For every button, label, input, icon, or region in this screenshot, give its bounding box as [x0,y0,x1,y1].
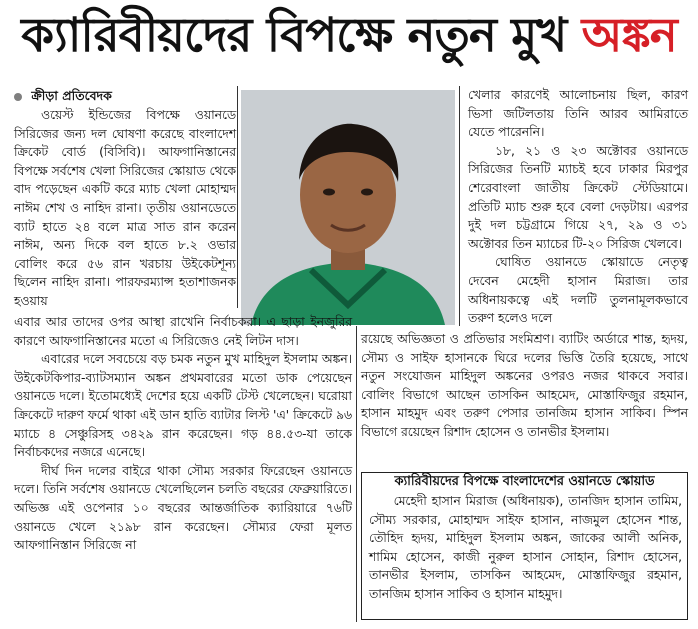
paragraph-3-tail: খেলার কারণেই আলোচনায় ছিল, কারণ ভিসা জটিলতায় তিনি আরব আমিরাতে যেতে পারেননি। [468,88,688,140]
bullet-icon [14,93,22,101]
column-left-top [14,106,236,311]
headline-main: ক্যারিবীয়দের বিপক্ষে নতুন মুখ [21,8,567,63]
headline-accent: অঙ্কন [581,8,677,63]
headline [0,0,698,72]
byline [14,88,112,108]
player-portrait-icon [241,90,455,325]
paragraph-1-tail: এবার আর তাদের ওপর আস্থা রাখেনি নির্বাচকরা। এ ছাড়া ইনজুরির কারণে আফগানিস্তানের মতো এ সিরিজেও নেই লিটন দাস। [14,315,352,348]
player-photo [241,90,455,325]
paragraph-2: এবারের দলে সবচেয়ে বড় চমক নতুন মুখ মাহিদুল ইসলাম অঙ্কন। উইকেটকিপার-ব্যাটসম্যান অঙ্কন প্রথমবারের মতো ডাক পেয়েছেন ওয়ানডে দলে। ইতোমধ্যেই দেশের হয়ে একটি টেস্ট খেলেছেন। ঘরোয়া ক্রিকেটে দারুণ ফর্মে থাকা এই ডান হাতি ব্যাটার লিস্ট 'এ' ক্রিকেটে ৯৬ ম্যাচে ৪ সেঞ্চুরিসহ ৩৪২৯ রান করেছেন। গড় ৪৪.৫৩-যা তাকে নির্বাচকদের নজরে এনেছে। [14,352,352,460]
paragraph-4: ১৮, ২১ ও ২৩ অক্টোবর ওয়ানডে সিরিজের তিনটি ম্যাচই হবে ঢাকার মিরপুর শেরেবাংলা জাতীয় ক্রিকেট স্টেডিয়ামে। প্রতিটি ম্যাচ শুরু হবে বেলা দেড়টায়। এরপর দুই দল চট্টগ্রামে গিয়ে ২৭, ২৯ ও ৩১ অক্টোবর তিন ম্যাচের টি-২০ সিরিজ খেলবে। [468,143,688,251]
column-divider [356,326,357,622]
column-divider [237,86,238,308]
column-right-top [468,86,688,328]
byline-text: ক্রীড়া প্রতিবেদক [31,88,112,103]
column-left-wide [14,313,352,555]
squad-list: মেহেদী হাসান মিরাজ (অধিনায়ক), তানজিদ হাসান তামিম, সৌম্য সরকার, মোহাম্মদ সাইফ হাসান, নাজমুল হোসেন শান্ত, তৌহিদ হৃদয়, মাহিদুল ইসলাম অঙ্কন, জাকের আলী অনিক, শামিম হোসেন, কাজী নুরুল হাসান সোহান, রিশাদ হোসেন, তানভীর ইসলাম, তাসকিন আহমেদ, মোস্তাফিজুর রহমান, তানজিম হাসান সাকিব ও হাসান মাহমুদ। [369,494,682,601]
column-divider [459,86,460,326]
paragraph-1-head: ওয়েস্ট ইন্ডিজের বিপক্ষে ওয়ানডে সিরিজের জন্য দল ঘোষণা করেছে বাংলাদেশ ক্রিকেট বোর্ড (বিসিবি)। আফগানিস্তানের বিপক্ষে সর্বশেষ খেলা সিরিজের স্কোয়াড থেকে বাদ পড়েছেন একটি করে ম্যাচ খেলা মোহাম্মদ নাঈম শেখ ও নাহিদ রানা। তৃতীয় ওয়ানডেতে ব্যাট হাতে ২৪ বলে মাত্র সাত রান করেন নাঈম, অন্য দিকে বল হাতে ৮.২ ওভার বোলিং করে ৫৬ রান খরচায় উইকেটশূন্য ছিলেন নাহিদ রানা। পারফরম্যান্স হতাশাজনক হওয়ায় [14,108,236,308]
paragraph-5-head: ঘোষিত ওয়ানডে স্কোয়াডে নেতৃত্ব দেবেন মেহেদী হাসান মিরাজ। তার অধিনায়কত্বে এই দলটি তুলনামূলকভাবে তরুণ হলেও দলে [468,255,688,326]
paragraph-5-tail: রয়েছে অভিজ্ঞতা ও প্রতিভার সংমিশ্রণ। ব্যাটিং অর্ডারে শান্ত, হৃদয়, সৌম্য ও সাইফ হাসানকে ঘিরে দলের ভিত্তি তৈরি হয়েছে, সাথে নতুন সংযোজন মাহিদুল অঙ্কনের ওপরও নজর থাকবে সবার। বোলিং বিভাগে আছেন তাসকিন আহমেদ, মোস্তাফিজুর রহমান, হাসান মাহমুদ এবং তরুণ পেসার তানজিম হাসান সাকিব। স্পিন বিভাগে রয়েছেন রিশাদ হোসেন ও তানভীর ইসলাম। [361,332,688,439]
squad-title: ক্যারিবীয়দের বিপক্ষে বাংলাদেশের ওয়ানডে স্কোয়াড [394,474,655,489]
column-right-wide [361,330,688,442]
paragraph-3-head: দীর্ঘ দিন দলের বাইরে থাকা সৌম্য সরকার ফিরেছেন ওয়ানডে দলে। তিনি সর্বশেষ ওয়ানডে খেলেছিলেন চলতি বছরের ফেব্রুয়ারিতে। অভিজ্ঞ এই ওপেনার ১০ বছরের আন্তর্জাতিক ক্যারিয়ারে ৭৬টি ওয়ানডে খেলে ২১৯৮ রান করেছেন। সৌম্যর ফেরা মূলত আফগানিস্তান সিরিজে না [14,463,352,553]
